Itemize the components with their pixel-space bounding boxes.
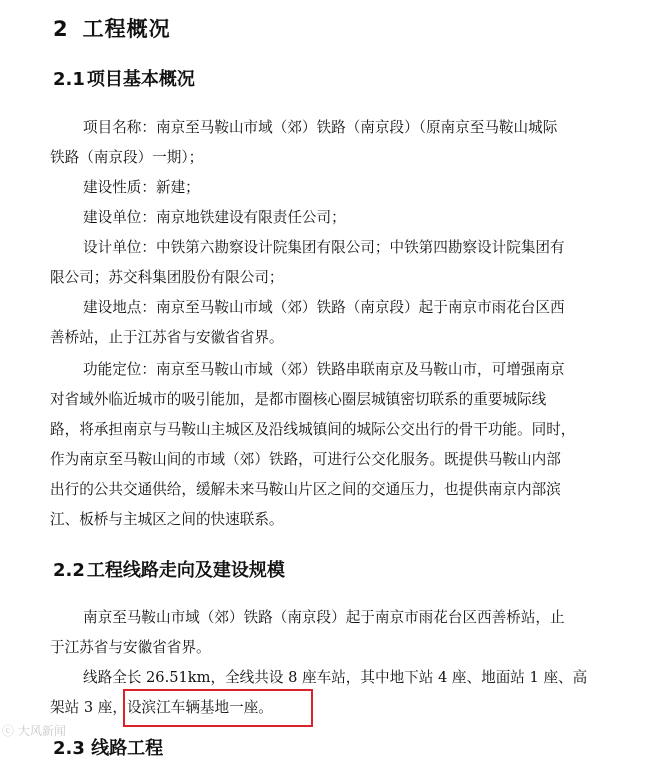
paragraph-line: 对省域外临近城市的吸引能加，是都市圈核心圈层城镇密切联系的重要城际线 (50, 391, 547, 408)
paragraph-line: 路，将承担南京与马鞍山主城区及沿线城镇间的城际公交出行的骨干功能。同时， (50, 421, 576, 438)
paragraph-line: 限公司；苏交科集团股份有限公司； (50, 269, 284, 286)
paragraph-line: 作为南京至马鞍山间的市域（郊）铁路，可进行公交化服务。既提供马鞍山内部 (50, 451, 561, 468)
paragraph-line: 于江苏省与安徽省省界。 (50, 639, 211, 656)
paragraph-line: 建设地点：南京至马鞍山市域（郊）铁路（南京段）起于南京市雨花台区西 (83, 299, 565, 316)
subsection-heading-2-1 (53, 66, 195, 94)
highlight-box (123, 689, 313, 727)
paragraph-line: 线路全长 26.51km，全线共设 8 座车站，其中地下站 4 座、地面站 1 座、高 (83, 669, 588, 686)
paragraph-line: 架站 3 座，设滨江车辆基地一座。 (50, 699, 273, 716)
paragraph-line: 江、板桥与主城区之间的快速联系。 (50, 511, 284, 528)
paragraph-line: 铁路（南京段）一期）； (50, 149, 204, 166)
paragraph-line: 功能定位：南京至马鞍山市域（郊）铁路串联南京及马鞍山市，可增强南京 (83, 361, 565, 378)
paragraph-function-positioning (50, 355, 578, 535)
paragraph-construction-unit (50, 203, 578, 233)
subsection-heading-2-2 (53, 557, 285, 585)
paragraph-line: 项目名称：南京至马鞍山市域（郊）铁路（南京段）（原南京至马鞍山城际 (83, 119, 558, 136)
paragraph-design-unit (50, 233, 578, 293)
section-heading (53, 14, 171, 44)
subsection-number: 2.2 (53, 560, 85, 581)
paragraph-construction-site (50, 293, 578, 353)
watermark: ⓒ 大风新闻 (2, 724, 66, 738)
paragraph-line: 善桥站，止于江苏省与安徽省省界。 (50, 329, 284, 346)
subsection-title: 项目基本概况 (86, 69, 195, 90)
paragraph-line: 出行的公共交通供给，缓解未来马鞍山片区之间的交通压力，也提供南京内部滨 (50, 481, 561, 498)
subsection-title: 工程线路走向及建设规模 (86, 560, 285, 581)
paragraph-line: 设计单位：中铁第六勘察设计院集团有限公司；中铁第四勘察设计院集团有 (83, 239, 565, 256)
paragraph-project-name (50, 113, 578, 173)
paragraph-line: 南京至马鞍山市域（郊）铁路（南京段）起于南京市雨花台区西善桥站，止 (83, 609, 565, 626)
section-number: 2 (53, 17, 69, 41)
paragraph-line: 建设性质：新建； (83, 179, 200, 196)
next-heading-partial: 2.3 线路工程 (53, 738, 164, 759)
section-title: 工程概况 (82, 17, 171, 41)
subsection-number: 2.1 (53, 69, 85, 90)
paragraph-line: 建设单位：南京地铁建设有限责任公司； (83, 209, 346, 226)
paragraph-construction-nature (50, 173, 578, 203)
paragraph-route (50, 603, 578, 663)
